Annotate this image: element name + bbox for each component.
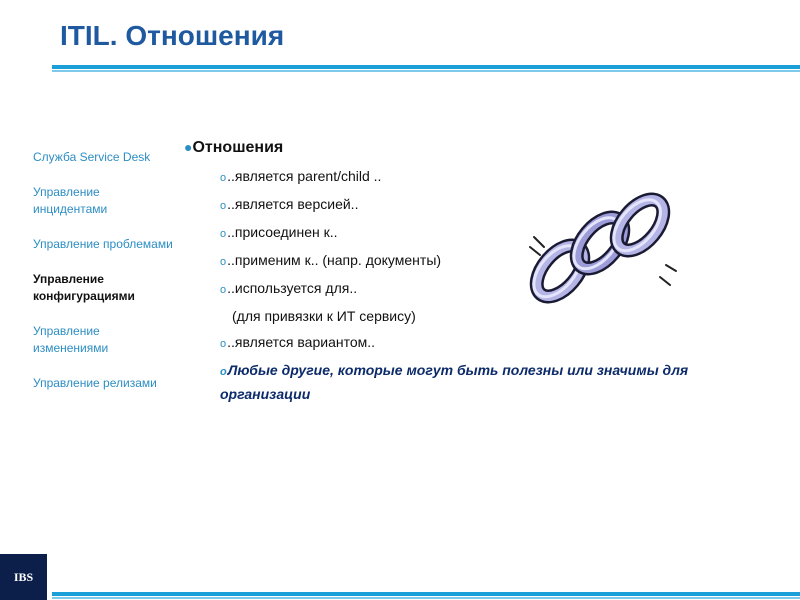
list-item-text: ..присоединен к..: [227, 224, 338, 240]
footer-divider: [52, 592, 800, 596]
circle-bullet-icon: o: [220, 172, 227, 184]
sidebar-item-changes[interactable]: Управление изменениями: [33, 324, 109, 355]
list-item-text: ..является версией..: [227, 196, 359, 212]
list-item: [184, 329, 744, 357]
sidebar-item-configurations[interactable]: Управление конфигурациями: [33, 272, 135, 303]
sidebar-item-releases[interactable]: Управление релизами: [33, 376, 157, 390]
chain-link-right: [605, 191, 672, 259]
sidebar-nav: [33, 149, 173, 410]
title-divider: [52, 65, 800, 69]
list-item-text: ..является вариантом..: [227, 334, 376, 350]
list-item-emphasis: [184, 357, 744, 405]
circle-bullet-icon: o: [220, 366, 227, 378]
circle-bullet-icon: o: [220, 256, 227, 268]
bullet-dot-icon: ●: [184, 139, 193, 155]
circle-bullet-icon: o: [220, 284, 227, 296]
list-item-text: ..применим к.. (напр. документы): [227, 252, 442, 268]
page-title: ITIL. Отношения: [60, 20, 285, 51]
title-divider-light: [52, 70, 800, 72]
circle-bullet-icon: o: [220, 228, 227, 240]
section-heading: [184, 136, 744, 159]
section-heading-text: Отношения: [192, 139, 284, 156]
list-item-text: ..используется для..: [227, 280, 358, 296]
list-item-text: Любые другие, которые могут быть полезны или значимы для организации: [220, 362, 689, 402]
footer-divider-light: [52, 597, 800, 599]
ibs-logo: IBS: [0, 554, 47, 600]
list-item-text: ..является parent/child ..: [227, 168, 382, 184]
motion-line: [530, 247, 540, 255]
sidebar-item-service-desk[interactable]: Служба Service Desk: [33, 150, 151, 164]
sidebar-item-incidents[interactable]: Управление инцидентами: [33, 185, 108, 216]
list-item-text: (для привязки к ИТ сервису): [232, 308, 416, 324]
motion-line: [534, 237, 544, 247]
sidebar-item-problems[interactable]: Управление проблемами: [33, 237, 173, 251]
motion-line: [666, 265, 676, 271]
chain-link-icon: [520, 185, 680, 315]
motion-line: [660, 277, 670, 285]
circle-bullet-icon: o: [220, 200, 227, 212]
circle-bullet-icon: o: [220, 338, 227, 350]
